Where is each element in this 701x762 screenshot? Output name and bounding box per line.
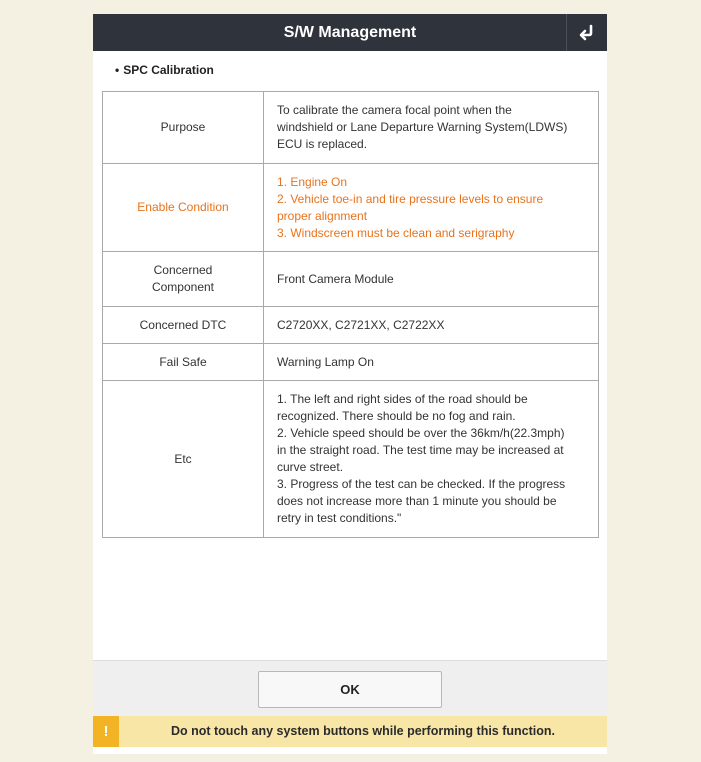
value-line: To calibrate the camera focal point when the <box>277 103 512 117</box>
warning-text: Do not touch any system buttons while performing this function. <box>170 724 556 738</box>
value-line: proper alignment <box>277 208 368 223</box>
table-row <box>103 92 599 164</box>
value-line: 3. Progress of the test can be checked. If the progress <box>277 477 566 491</box>
row-value: Front Camera Module <box>264 252 599 307</box>
dialog-footer <box>93 660 607 717</box>
label-line: Component <box>151 280 215 294</box>
row-label <box>103 252 264 307</box>
value-line: 3. Windscreen must be clean and serigraphy <box>277 225 515 240</box>
row-label: Fail Safe <box>103 344 264 381</box>
value-line: 2. Vehicle toe-in and tire pressure levels to ensure <box>277 191 544 206</box>
table-row <box>103 307 599 344</box>
row-value <box>264 92 599 164</box>
value-line: 2. Vehicle speed should be over the 36km/h(22.3mph) <box>277 426 565 440</box>
label-line: Concerned <box>153 263 213 277</box>
row-label: Enable Condition <box>103 164 264 252</box>
table-row <box>103 164 599 252</box>
row-label: Concerned DTC <box>103 307 264 344</box>
value-line: windshield or Lane Departure Warning System(LDWS) <box>277 120 568 134</box>
row-label: Purpose <box>103 92 264 164</box>
table-row <box>103 381 599 538</box>
row-value <box>264 381 599 538</box>
value-line: in the straight road. The test time may be increased at <box>277 443 564 457</box>
ok-button[interactable]: OK <box>258 671 442 708</box>
table-row <box>103 252 599 307</box>
sw-management-dialog <box>93 14 607 754</box>
info-table <box>102 91 599 538</box>
return-arrow-icon <box>577 24 597 42</box>
window-title: S/W Management <box>283 24 417 41</box>
value-line: recognized. There should be no fog and rain. <box>277 409 516 423</box>
value-line: does not increase more than 1 minute you should be <box>277 494 557 508</box>
row-value: Warning Lamp On <box>264 344 599 381</box>
section-title: SPC Calibration <box>123 63 214 77</box>
title-bar <box>93 14 607 51</box>
row-label: Etc <box>103 381 264 538</box>
warning-banner <box>93 716 607 747</box>
table-row <box>103 344 599 381</box>
value-line: 1. Engine On <box>277 174 348 189</box>
row-value: C2720XX, C2721XX, C2722XX <box>264 307 599 344</box>
value-line: curve street. <box>277 460 344 474</box>
bullet: • <box>115 63 120 77</box>
value-line: ECU is replaced. <box>277 137 368 151</box>
section-heading <box>115 63 214 77</box>
back-button[interactable] <box>566 14 607 51</box>
row-value <box>264 164 599 252</box>
value-line: 1. The left and right sides of the road should be <box>277 392 528 406</box>
value-line: retry in test conditions." <box>277 511 402 525</box>
warning-icon: ! <box>93 716 119 747</box>
